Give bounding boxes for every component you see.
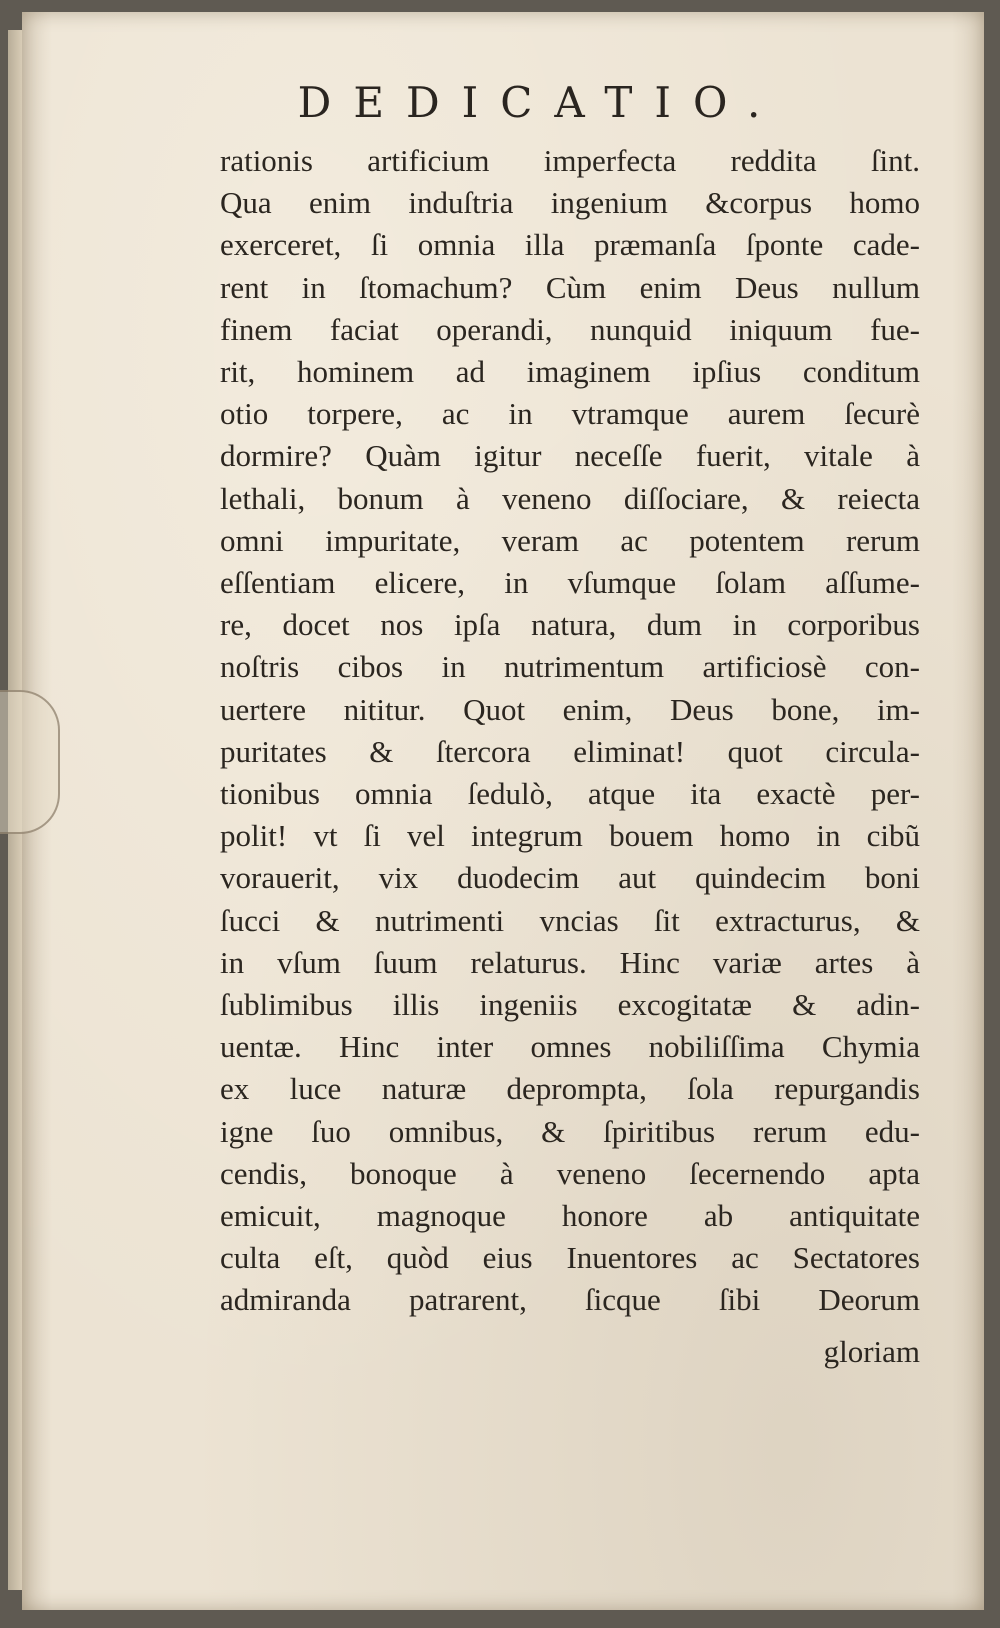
text-line: in vſum ſuum relaturus. Hinc variæ artes à [220, 944, 920, 980]
text-line: igne ſuo omnibus, & ſpiritibus rerum edu- [220, 1113, 920, 1149]
text-line: uertere nititur. Quot enim, Deus bone, im- [220, 691, 920, 727]
text-line: Qua enim induſtria ingenium &corpus homo [220, 185, 920, 221]
text-line: omni impuritate, veram ac potentem rerum [220, 522, 920, 558]
text-line: rit, hominem ad imaginem ipſius conditum [220, 354, 920, 390]
running-header: DEDICATIO. [297, 78, 783, 127]
text-line: exerceret, ſi omnia illa præmanſa ſponte cade- [220, 227, 920, 263]
text-line: eſſentiam elicere, in vſumque ſolam aſſume- [220, 565, 920, 601]
text-line: dormire? Quàm igitur neceſſe fuerit, vitale à [220, 438, 920, 474]
text-line: noſtris cibos in nutrimentum artificiosè con- [220, 649, 920, 685]
text-line: otio torpere, ac in vtramque aurem ſecurè [220, 396, 920, 432]
text-line: uentæ. Hinc inter omnes nobiliſſima Chymia [220, 1029, 920, 1065]
text-line: rent in ſtomachum? Cùm enim Deus nullum [220, 269, 920, 305]
text-line: lethali, bonum à veneno diſſociare, & reiecta [220, 480, 920, 516]
text-line: finem faciat operandi, nunquid iniquum fue- [220, 311, 920, 347]
body-text [220, 140, 920, 1322]
text-line: polit! vt ſi vel integrum bouem homo in cibũ [220, 818, 920, 854]
text-line: ſublimibus illis ingeniis excogitatæ & adin- [220, 987, 920, 1023]
text-line: tionibus omnia ſedulò, atque ita exactè per- [220, 776, 920, 812]
text-line: rationis artificium imperfecta reddita ſint. [220, 143, 920, 178]
text-line: puritates & ſtercora eliminat! quot circula- [220, 733, 920, 769]
text-line: vorauerit, vix duodecim aut quindecim boni [220, 860, 920, 896]
text-line: emicuit, magnoque honore ab antiquitate [220, 1198, 920, 1234]
text-line: culta eſt, quòd eius Inuentores ac Sectatores [220, 1240, 920, 1276]
text-line: ex luce naturæ deprompta, ſola repurgandis [220, 1071, 920, 1107]
text-line: admiranda patrarent, ſicque ſibi Deorum [220, 1282, 920, 1318]
page-tab-mark [0, 690, 60, 834]
catchword: gloriam [823, 1334, 920, 1369]
text-line: cendis, bonoque à veneno ſecernendo apta [220, 1155, 920, 1191]
text-line: re, docet nos ipſa natura, dum in corporibus [220, 607, 920, 643]
text-line: ſucci & nutrimenti vncias ſit extracturus, & [220, 902, 920, 938]
